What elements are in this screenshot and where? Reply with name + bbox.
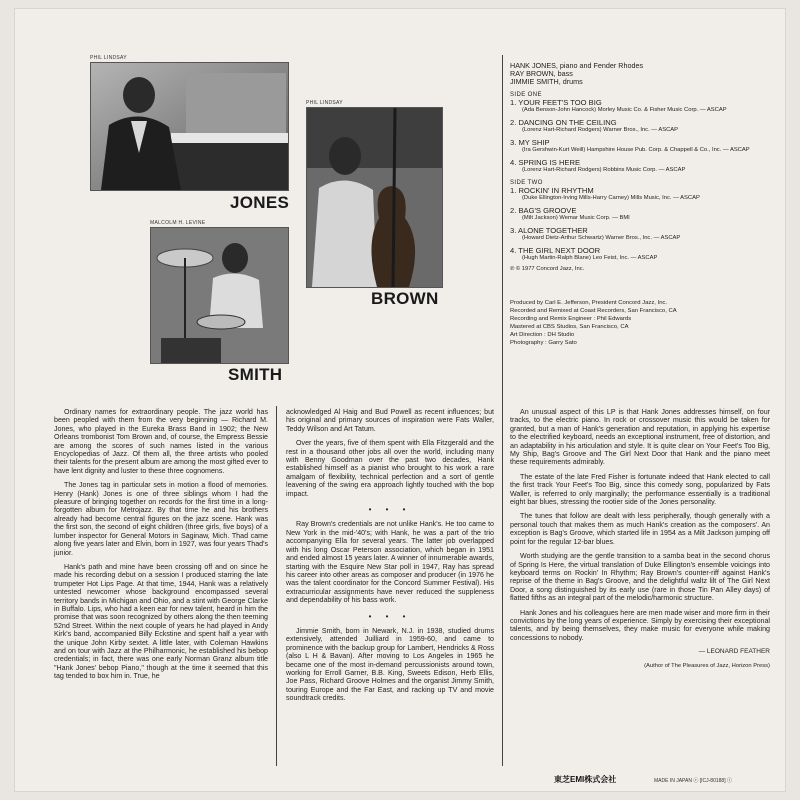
personnel-line: RAY BROWN, bass <box>510 69 573 79</box>
paragraph: Worth studying are the gentle transition to a samba beat in the second chorus of Spring Is Here, the virtual translation of Duke Ellington's ensemble voicings into keyboard terms on Rockin' In Rhythm; Ray Brown's counter-riff against Hank's reprise of the theme in Bag's Groove, and the delightful waltz lilt of The Girl Next Door, a song distinguished by its early use (rare in those Tin Pan Alley days) of flatted fifths as an integral part of the melodic/harmonic structure. <box>510 552 770 603</box>
track-item <box>510 118 765 134</box>
track-publisher: (Duke Ellington-Irving Mills-Harry Carney) Mills Music, Inc. — ASCAP <box>522 195 700 201</box>
track-item <box>510 226 765 242</box>
track-title: 3. ALONE TOGETHER <box>510 226 588 235</box>
paragraph: Ray Brown's credentials are not unlike Hank's. He too came to New York in the mid-'40's; with Hank, he was a part of the trio accompanying Ella for several years. The latter job overlapped with his long Oscar Peterson association, which began in 1951 and ended almost 15 years later. A winner of innumerable awards, starting with the Esquire New Star poll in 1947, Ray has spread his career into other areas as composer and producer (in 1976 he was the talent coordinator for the Concord Summer Festival). His extracurricular assignments have never reduced the suppleness and dependability of his bass work. <box>286 520 494 605</box>
paragraph: Ordinary names for extraordinary people. The jazz world has been peopled with them from the very beginning — Richard M. Jones, who played in the Eureka Brass Band in 1902; the New Orleans trombonist Tom Brown and, of course, the Empress Bessie are among the scores of such names listed in the various Encyclopedias of Jazz. Of them all, the three artists who pooled their talents for the present album are among the most gifted ever to have lent dignity and luster to these three cognomens. <box>54 408 268 475</box>
section-separator: • • • <box>368 611 412 621</box>
paragraph: The tunes that follow are dealt with less peripherally, though generally with a personal touch that makes them as much Hank's creation as the composers'. An exception is Bag's Groove, which started life in 1954 as a Milt Jackson jumping off point for the regular 12-bar blues. <box>510 512 770 546</box>
paragraph: acknowledged Al Haig and Bud Powell as recent influences; but his original and primary sources of inspiration were Fats Waller, Teddy Wilson and Art Tatum. <box>286 408 494 433</box>
paragraph: An unusual aspect of this LP is that Hank Jones addresses himself, on four tracks, to the electric piano. In rock or crossover music this would be taken for granted, but a man of Hank's generation and reputation, in applying his expertise to the electrified keyboard, needs an exceptional instrument, free of distortion, and an adaptability in his articulation and style. It is quite clear on Your Feet's Too Big, My Ship, Bag's Groove and The Girl Next Door that Hank and the piano meet these requirements admirably. <box>510 408 770 467</box>
track-item <box>510 158 765 174</box>
name-smith: SMITH <box>228 365 283 384</box>
album-back-cover <box>14 8 786 792</box>
production-line: Mastered at CBS Studios, San Francisco, CA <box>510 323 629 330</box>
photo-credit-jones: PHIL LINDSAY <box>90 55 127 61</box>
track-title: 2. DANCING ON THE CEILING <box>510 118 617 127</box>
paragraph: Hank's path and mine have been crossing off and on since he made his recording debut on a session I produced starring the late trumpeter Hot Lips Page. At that time, 1944, Hank was a relatively untested newcomer whose background encompassed several territory bands in Michigan and Ohio, and a stint with George Clarke in Buffalo. Lips, who had a keen ear for new talent, heard in him the promise that was soon recognized by others along the then teeming 52nd Street. Within the next couple of years he had played in Andy Kirk's band, accompanied Billy Eckstine and spent half a year with the unique John Kirby sextet. A little later, with Coleman Hawkins and on tour with Jazz at the Philharmonic, he established his bebop credentials; in fact, there was one early Norman Granz album title "Hank Jones' bebop Piano," though at the time it seemed that this tag tended to box him in. True, he <box>54 562 268 681</box>
signature: — LEONARD FEATHER <box>698 648 770 656</box>
photo-credit-smith: MALCOLM H. LEVINE <box>150 220 206 226</box>
track-publisher: (Milt Jackson) Wemar Music Corp. — BMI <box>522 215 630 221</box>
production-line: Art Direction : DH Studio <box>510 331 575 338</box>
track-publisher: (Ira Gershwin-Kurt Weill) Hampshire House Pub. Corp. & Chappell & Co., Inc. — ASCAP <box>522 147 750 153</box>
liner-notes-column-3 <box>510 408 770 676</box>
track-publisher: (Ada Benson-John Hancock) Morley Music Co. & Fisher Music Corp. — ASCAP <box>522 107 727 113</box>
personnel-line: HANK JONES, piano and Fender Rhodes <box>510 61 644 70</box>
side-one-label: SIDE ONE <box>510 92 542 98</box>
track-listing <box>510 88 765 272</box>
paragraph: Jimmie Smith, born in Newark, N.J. in 1938, studied drums extensively, attended Juilliard in 1959-60, and came to prominence with the backup group for Lambert, Hendricks & Ross (also L H & Bavan). After moving to Los Angeles in 1965 he became one of the most in-demand percussionists around town, working for Erroll Garner, B.B. King, Sweets Edison, Herb Ellis, Joe Pass, Richard Groove Holmes and the organist Jimmy Smith, touring Europe and the Far East, and racking up TV and movie soundtrack credits. <box>286 626 494 703</box>
paragraph: Over the years, five of them spent with Ella Fitzgerald and the rest in a thousand other jobs all over the world, including many with Benny Goodman over the past two decades, Hank established himself as a pianist who brought to his work a rare amalgam of flexibility, technical perfection and a sort of gentle leavening of the swing era approach lightly touched with the bop impact. <box>286 439 494 498</box>
name-jones: JONES <box>230 193 290 212</box>
production-credits <box>510 300 770 347</box>
track-publisher: (Howard Dietz-Arthur Schwartz) Warner Bros., Inc. — ASCAP <box>522 235 681 241</box>
track-item <box>510 98 765 114</box>
track-title: 4. SPRING IS HERE <box>510 158 581 167</box>
track-item <box>510 206 765 222</box>
production-line: Produced by Carl E. Jefferson, President Concord Jazz, Inc. <box>510 300 668 306</box>
section-separator: • • • <box>368 505 412 515</box>
production-line: Photography : Garry Sato <box>510 339 577 346</box>
track-item <box>510 246 765 262</box>
track-title: 1. YOUR FEET'S TOO BIG <box>510 98 602 107</box>
side-two-label: SIDE TWO <box>510 180 543 186</box>
signature-note: (Author of The Pleasures of Jazz, Horizon Press) <box>644 663 770 670</box>
photo-ray-brown <box>306 107 443 288</box>
made-in-japan: MADE IN JAPAN ⓡ [ICJ-80188] ⓣ <box>654 778 732 784</box>
production-line: Recording and Remix Engineer : Phil Edwards <box>510 315 632 322</box>
column-divider <box>276 406 277 766</box>
personnel <box>510 62 770 87</box>
track-item <box>510 186 765 202</box>
track-publisher: (Hugh Martin-Ralph Blane) Leo Feist, Inc. — ASCAP <box>522 255 658 261</box>
column-divider <box>502 55 503 766</box>
photo-hank-jones <box>90 62 289 191</box>
paragraph: Hank Jones and his colleagues here are men made wiser and more firm in their convictions by the long years of experience. Simply by exercising their exceptional talents, and by being themselves, they make music for everyone while making concessions to nobody. <box>510 608 770 642</box>
copyright-line: ℗ © 1977 Concord Jazz, Inc. <box>510 266 585 272</box>
liner-notes-column-2 <box>286 408 494 709</box>
track-title: 1. ROCKIN' IN RHYTHM <box>510 186 594 195</box>
paragraph: The estate of the late Fred Fisher is fortunate indeed that Hank elected to call the first track Your Feet's Too Big, since this comedy song, popularized by Fats Waller, is referred to only marginally; the performance essentially is a traditional eight bar blues, stressing the rootier side of the Jones personality. <box>510 472 770 507</box>
liner-notes-column-1 <box>54 408 268 687</box>
paragraph: The Jones tag in particular sets in motion a flood of memories. Henry (Hank) Jones is one of three siblings whom I had the pleasure of bringing together on records for the first time in a long-forgotten album for Metrojazz. By that time he and his brothers already had become central figures on the jazz scene. Hank was the first son, the second of eight children (three girls, five boys) of a lumber inspector for General Motors in Saginaw, Mich. Thad came along five years later and Elvin, born in 1927, was four years Thad's junior. <box>54 481 268 557</box>
track-publisher: (Lorenz Hart-Richard Rodgers) Warner Bros., Inc. — ASCAP <box>522 127 679 133</box>
personnel-line: JIMMIE SMITH, drums <box>510 77 583 87</box>
track-title: 2. BAG'S GROOVE <box>510 206 577 215</box>
label-logo: 東芝EMI株式会社 <box>554 775 617 784</box>
track-title: 3. MY SHIP <box>510 138 550 147</box>
name-brown: BROWN <box>371 289 439 308</box>
production-line: Recorded and Remixed at Coast Recorders, San Francisco, CA <box>510 307 677 314</box>
track-publisher: (Lorenz Hart-Richard Rodgers) Robbins Music Corp. — ASCAP <box>522 167 686 173</box>
track-title: 4. THE GIRL NEXT DOOR <box>510 246 601 255</box>
photo-jimmie-smith <box>150 227 289 364</box>
photo-credit-brown: PHIL LINDSAY <box>306 100 343 106</box>
track-item <box>510 138 765 154</box>
